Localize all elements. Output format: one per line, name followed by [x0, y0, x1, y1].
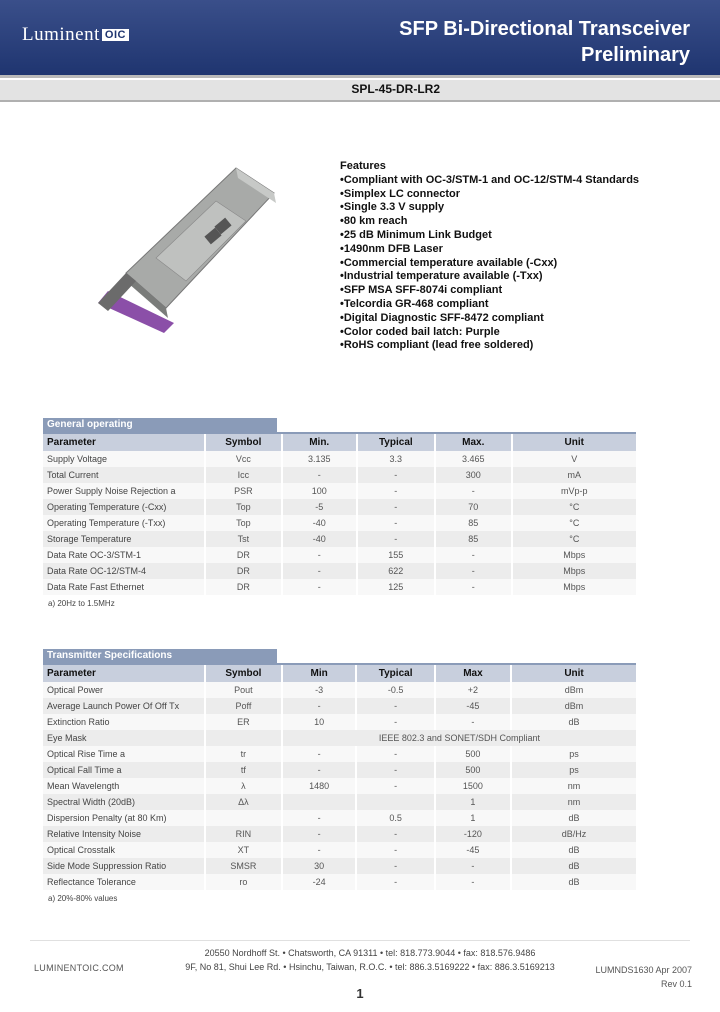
- table-row: [43, 810, 636, 826]
- table-row: [43, 826, 636, 842]
- table-row: [43, 746, 636, 762]
- table-cell: -120: [435, 826, 511, 842]
- table-cell: Icc: [205, 467, 282, 483]
- table-cell: -: [356, 778, 434, 794]
- table-cell: -45: [435, 842, 511, 858]
- feature-item: • 80 km reach: [340, 215, 639, 229]
- table-cell: [205, 730, 282, 746]
- table-cell: dB: [511, 858, 636, 874]
- table-cell: Dispersion Penalty (at 80 Km): [43, 810, 205, 826]
- table-cell: dB: [511, 810, 636, 826]
- table-cell: -: [357, 515, 435, 531]
- table-cell: -: [435, 579, 512, 595]
- table-cell: 1: [435, 810, 511, 826]
- title-line-2: Preliminary: [581, 44, 690, 66]
- table-cell: -: [356, 746, 434, 762]
- table-row: [43, 874, 636, 890]
- table-cell: Data Rate OC-12/STM-4: [43, 563, 205, 579]
- table-cell: Optical Crosstalk: [43, 842, 205, 858]
- column-header: Unit: [511, 665, 636, 682]
- part-number-bar: [0, 80, 720, 102]
- table-cell: -: [282, 826, 357, 842]
- table-cell: +2: [435, 682, 511, 698]
- column-header: Typical: [357, 434, 435, 451]
- revision: Rev 0.1: [660, 979, 692, 989]
- table-row: [43, 730, 636, 746]
- table-cell: -: [435, 547, 512, 563]
- table-cell: Pout: [205, 682, 282, 698]
- transmitter-title: Transmitter Specifications: [43, 649, 277, 663]
- table-cell: -3: [282, 682, 357, 698]
- table-cell: Mbps: [512, 563, 636, 579]
- header-divider: [0, 75, 720, 78]
- table-cell: dB: [511, 714, 636, 730]
- table-cell: Data Rate OC-3/STM-1: [43, 547, 205, 563]
- feature-item: • Commercial temperature available (-Cxx): [340, 257, 639, 271]
- feature-item: • 25 dB Minimum Link Budget: [340, 229, 639, 243]
- table-cell: -: [282, 762, 357, 778]
- general-footnote: a) 20Hz to 1.5MHz: [48, 599, 115, 608]
- transmitter-table: [43, 665, 636, 890]
- table-cell: Optical Power: [43, 682, 205, 698]
- table-cell: 1480: [282, 778, 357, 794]
- table-cell: mA: [512, 467, 636, 483]
- table-cell: °C: [512, 499, 636, 515]
- part-number: SPL-45-DR-LR2: [351, 82, 440, 96]
- table-cell: -: [435, 874, 511, 890]
- table-cell: ro: [205, 874, 282, 890]
- title-line-1: SFP Bi-Directional Transceiver: [399, 18, 690, 40]
- table-cell: Storage Temperature: [43, 531, 205, 547]
- table-cell: -: [356, 762, 434, 778]
- table-cell: -40: [282, 515, 357, 531]
- table-cell: 125: [357, 579, 435, 595]
- table-cell: ps: [511, 762, 636, 778]
- table-row: [43, 842, 636, 858]
- table-cell: Top: [205, 499, 282, 515]
- table-cell: -: [282, 547, 357, 563]
- column-header: Symbol: [205, 434, 282, 451]
- table-cell: -: [282, 746, 357, 762]
- feature-item: • Simplex LC connector: [340, 188, 639, 202]
- transmitter-section: [43, 649, 636, 903]
- table-cell: 500: [435, 762, 511, 778]
- table-cell: XT: [205, 842, 282, 858]
- table-cell: λ: [205, 778, 282, 794]
- header-bar: [0, 0, 720, 75]
- table-cell: 100: [282, 483, 357, 499]
- table-cell: Relative Intensity Noise: [43, 826, 205, 842]
- table-cell: 0.5: [356, 810, 434, 826]
- document-title: [399, 16, 690, 68]
- column-header: Min.: [282, 434, 357, 451]
- table-cell: 10: [282, 714, 357, 730]
- table-row: [43, 762, 636, 778]
- general-operating-table: [43, 434, 636, 595]
- table-cell: -0.5: [356, 682, 434, 698]
- table-cell: nm: [511, 794, 636, 810]
- features-section: [340, 160, 639, 353]
- table-cell: -: [356, 858, 434, 874]
- table-cell: tf: [205, 762, 282, 778]
- feature-item: • Compliant with OC-3/STM-1 and OC-12/STM-4 Standards: [340, 174, 639, 188]
- table-cell: [205, 810, 282, 826]
- table-cell: Optical Rise Time a: [43, 746, 205, 762]
- table-cell: 70: [435, 499, 512, 515]
- table-cell: 1: [435, 794, 511, 810]
- table-cell: ps: [511, 746, 636, 762]
- table-cell: -: [435, 563, 512, 579]
- address-taiwan: 9F, No 81, Shui Lee Rd. • Hsinchu, Taiwan, R.O.C. • tel: 886.3.5169222 • fax: 886.3.5169213: [185, 962, 555, 972]
- feature-item: • Industrial temperature available (-Txx): [340, 270, 639, 284]
- table-row: [43, 794, 636, 810]
- table-row: [43, 579, 636, 595]
- table-row: [43, 563, 636, 579]
- table-cell: -: [282, 842, 357, 858]
- column-header: Typical: [356, 665, 434, 682]
- table-row: [43, 714, 636, 730]
- table-cell: -45: [435, 698, 511, 714]
- table-cell: -: [357, 483, 435, 499]
- company-logo: Luminent OIC: [22, 24, 129, 46]
- table-cell: 3.3: [357, 451, 435, 467]
- table-cell: -: [435, 858, 511, 874]
- table-cell: -: [282, 579, 357, 595]
- table-cell: -: [282, 467, 357, 483]
- column-header: Min: [282, 665, 357, 682]
- table-cell: Extinction Ratio: [43, 714, 205, 730]
- transceiver-product-image: [96, 133, 286, 333]
- table-cell: -24: [282, 874, 357, 890]
- table-row: [43, 483, 636, 499]
- table-cell: DR: [205, 563, 282, 579]
- table-cell: 3.135: [282, 451, 357, 467]
- website-link[interactable]: LUMINENTOIC.COM: [34, 963, 124, 973]
- table-cell: -: [356, 842, 434, 858]
- table-cell: Data Rate Fast Ethernet: [43, 579, 205, 595]
- table-cell: Total Current: [43, 467, 205, 483]
- table-cell: -5: [282, 499, 357, 515]
- table-cell: °C: [512, 515, 636, 531]
- table-cell: [356, 794, 434, 810]
- table-cell: tr: [205, 746, 282, 762]
- general-operating-section: [43, 418, 636, 608]
- table-cell: V: [512, 451, 636, 467]
- table-cell: Supply Voltage: [43, 451, 205, 467]
- table-cell: 85: [435, 531, 512, 547]
- feature-item: • Single 3.3 V supply: [340, 201, 639, 215]
- table-row: [43, 451, 636, 467]
- table-cell: dBm: [511, 682, 636, 698]
- table-cell: -: [282, 810, 357, 826]
- table-cell: IEEE 802.3 and SONET/SDH Compliant: [282, 730, 636, 746]
- table-cell: Operating Temperature (-Txx): [43, 515, 205, 531]
- table-cell: dB: [511, 842, 636, 858]
- table-cell: 30: [282, 858, 357, 874]
- table-cell: -: [356, 698, 434, 714]
- column-header: Parameter: [43, 434, 205, 451]
- table-cell: °C: [512, 531, 636, 547]
- table-cell: 3.465: [435, 451, 512, 467]
- table-cell: 500: [435, 746, 511, 762]
- table-cell: -40: [282, 531, 357, 547]
- table-cell: -: [357, 467, 435, 483]
- table-cell: Reflectance Tolerance: [43, 874, 205, 890]
- table-cell: Mbps: [512, 547, 636, 563]
- general-operating-title: General operating: [43, 418, 277, 432]
- table-cell: -: [357, 499, 435, 515]
- table-cell: Spectral Width (20dB): [43, 794, 205, 810]
- table-cell: Power Supply Noise Rejection a: [43, 483, 205, 499]
- table-cell: DR: [205, 579, 282, 595]
- page-number: 1: [356, 986, 364, 1001]
- table-cell: PSR: [205, 483, 282, 499]
- footer-divider: [30, 940, 690, 941]
- table-cell: -: [357, 531, 435, 547]
- table-cell: 1500: [435, 778, 511, 794]
- table-row: [43, 778, 636, 794]
- document-id: LUMNDS1630 Apr 2007: [595, 965, 692, 975]
- table-cell: Eye Mask: [43, 730, 205, 746]
- column-header: Symbol: [205, 665, 282, 682]
- table-cell: 622: [357, 563, 435, 579]
- table-cell: ER: [205, 714, 282, 730]
- table-cell: Top: [205, 515, 282, 531]
- table-header-row: [43, 665, 636, 682]
- column-header: Max.: [435, 434, 512, 451]
- table-row: [43, 531, 636, 547]
- table-cell: -: [356, 826, 434, 842]
- table-cell: Average Launch Power Of Off Tx: [43, 698, 205, 714]
- table-cell: Operating Temperature (-Cxx): [43, 499, 205, 515]
- table-cell: nm: [511, 778, 636, 794]
- feature-item: • 1490nm DFB Laser: [340, 243, 639, 257]
- table-cell: SMSR: [205, 858, 282, 874]
- features-heading: Features: [340, 160, 386, 172]
- table-cell: Poff: [205, 698, 282, 714]
- table-row: [43, 467, 636, 483]
- table-cell: mVp-p: [512, 483, 636, 499]
- column-header: Parameter: [43, 665, 205, 682]
- table-cell: -: [356, 714, 434, 730]
- feature-item: • SFP MSA SFF-8074i compliant: [340, 284, 639, 298]
- table-row: [43, 547, 636, 563]
- table-cell: Vcc: [205, 451, 282, 467]
- table-cell: -: [435, 483, 512, 499]
- feature-item: • Telcordia GR-468 compliant: [340, 298, 639, 312]
- table-row: [43, 682, 636, 698]
- footer-address: [170, 946, 570, 974]
- table-cell: Optical Fall Time a: [43, 762, 205, 778]
- table-cell: Side Mode Suppression Ratio: [43, 858, 205, 874]
- table-cell: 85: [435, 515, 512, 531]
- table-cell: 155: [357, 547, 435, 563]
- table-cell: 300: [435, 467, 512, 483]
- table-row: [43, 515, 636, 531]
- table-cell: Δλ: [205, 794, 282, 810]
- column-header: Unit: [512, 434, 636, 451]
- table-cell: -: [282, 563, 357, 579]
- table-cell: Mbps: [512, 579, 636, 595]
- table-row: [43, 698, 636, 714]
- features-list: [340, 174, 639, 353]
- table-cell: -: [282, 698, 357, 714]
- table-cell: RIN: [205, 826, 282, 842]
- table-cell: dBm: [511, 698, 636, 714]
- column-header: Max: [435, 665, 511, 682]
- table-cell: Tst: [205, 531, 282, 547]
- transmitter-footnote: a) 20%-80% values: [48, 894, 118, 903]
- table-cell: Mean Wavelength: [43, 778, 205, 794]
- table-cell: dB: [511, 874, 636, 890]
- table-cell: -: [435, 714, 511, 730]
- table-cell: dB/Hz: [511, 826, 636, 842]
- feature-item: • Color coded bail latch: Purple: [340, 326, 639, 340]
- table-cell: -: [356, 874, 434, 890]
- table-cell: [282, 794, 357, 810]
- table-row: [43, 499, 636, 515]
- table-cell: DR: [205, 547, 282, 563]
- feature-item: • Digital Diagnostic SFF-8472 compliant: [340, 312, 639, 326]
- table-row: [43, 858, 636, 874]
- address-usa: 20550 Nordhoff St. • Chatsworth, CA 91311 • tel: 818.773.9044 • fax: 818.576.9486: [204, 948, 536, 958]
- table-header-row: [43, 434, 636, 451]
- feature-item: • RoHS compliant (lead free soldered): [340, 339, 639, 353]
